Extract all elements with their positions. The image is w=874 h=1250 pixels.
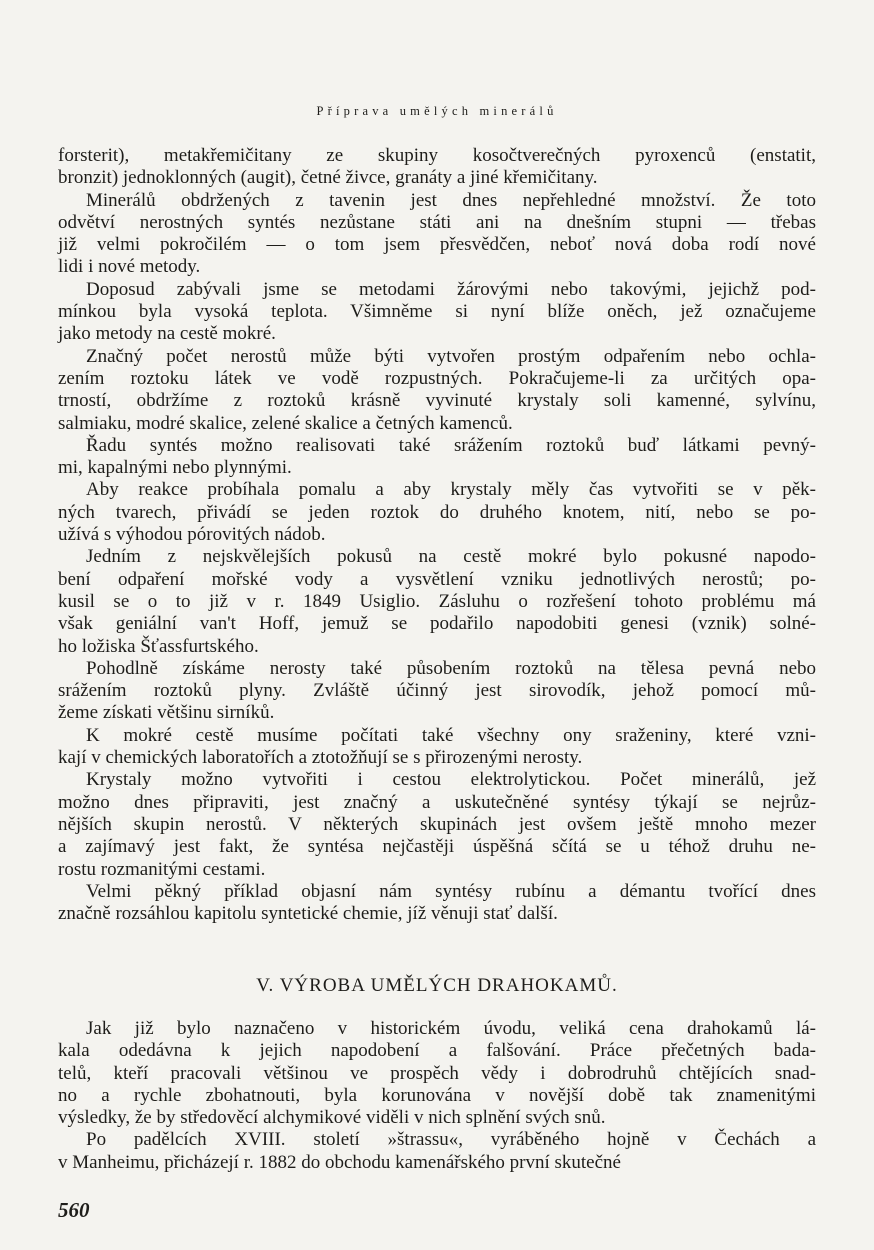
text-line: bronzit) jednoklonných (augit), četné živce, granáty a jiné křemičitany.	[58, 167, 598, 189]
text-line: v Manheimu, přicházejí r. 1882 do obchodu kamenářského první skutečné	[58, 1151, 621, 1173]
text-line: Značný počet nerostů může býti vytvořen prostým odpařením nebo ochla-	[86, 345, 816, 367]
paragraph	[58, 346, 816, 435]
body-text	[58, 145, 816, 925]
text-line: srážením roztoků plyny. Zvláště účinný jest sirovodík, jehož pomocí mů-	[58, 680, 816, 702]
text-line: mínkou byla vysoká teplota. Všimněme si nyní blíže oněch, jež označujeme	[58, 301, 816, 323]
paragraph	[58, 435, 816, 480]
text-line: kusil se o to již v r. 1849 Usiglio. Zásluhu o rozřešení tohoto problému má	[58, 590, 816, 612]
text-line: Pohodlně získáme nerosty také působením roztoků na tělesa pevná nebo	[86, 657, 816, 679]
text-line: Aby reakce probíhala pomalu a aby krystaly měly čas vytvořiti se v pěk-	[86, 479, 816, 501]
text-line: nějších skupin nerostů. V některých skupinách jest ovšem ještě mnoho mezer	[58, 813, 816, 835]
text-line: Jak již bylo naznačeno v historickém úvodu, veliká cena drahokamů lá-	[86, 1018, 816, 1039]
text-line: Řadu syntés možno realisovati také srážením roztoků buď látkami pevný-	[86, 434, 816, 456]
text-line: Velmi pěkný příklad objasní nám syntésy rubínu a démantu tvořící dnes	[86, 880, 816, 902]
text-line: trností, obdržíme z roztoků krásně vyvinuté krystaly soli kamenné, sylvínu,	[58, 390, 816, 412]
text-line: užívá s výhodou pórovitých nádob.	[58, 524, 326, 546]
text-line: však geniální van't Hoff, jemuž se podařilo napodobiti genesi (vznik) solné-	[58, 613, 816, 635]
text-line: možno dnes připraviti, jest značný a uskutečněné syntésy týkají se nejrůz-	[58, 791, 816, 813]
text-line: již velmi pokročilém — o tom jsem přesvědčen, neboť nová doba rodí nové	[58, 234, 816, 256]
paragraph	[58, 1018, 816, 1129]
text-line: ných tvarech, přivádí se jeden roztok do druhého knotem, nití, nebo se po-	[58, 501, 816, 523]
text-line: forsterit), metakřemičitany ze skupiny kosočtverečných pyroxenců (enstatit,	[58, 145, 816, 166]
text-line: Krystaly možno vytvořiti i cestou elektrolytickou. Počet minerálů, jež	[86, 769, 816, 791]
paragraph	[58, 546, 816, 657]
paragraph	[58, 479, 816, 546]
paragraph	[58, 1129, 816, 1174]
paragraph	[58, 769, 816, 880]
text-line: Doposud zabývali jsme se metodami žárovými nebo takovými, jejichž pod-	[86, 278, 816, 300]
text-line: mi, kapalnými nebo plynnými.	[58, 457, 292, 479]
text-line: žeme získati většinu sirníků.	[58, 702, 275, 724]
paragraph	[58, 145, 816, 190]
text-line: ho ložiska Šťassfurtského.	[58, 635, 259, 657]
running-head: Příprava umělých minerálů	[316, 104, 558, 118]
page-number: 560	[58, 1198, 90, 1222]
text-line: no a rychle zbohatnouti, byla korunována v novější době tak znamenitými	[58, 1084, 816, 1106]
text-line: kají v chemických laboratořích a ztotožňují se s přirozenými nerosty.	[58, 747, 583, 769]
section-heading: V. VÝROBA UMĚLÝCH DRAHOKAMŮ.	[256, 975, 618, 996]
text-line: odvětví nerostných syntés nezůstane státi ani na dnešním stupni — třebas	[58, 211, 816, 233]
text-line: značně rozsáhlou kapitolu syntetické chemie, jíž věnuji stať další.	[58, 903, 558, 925]
text-line: salmiaku, modré skalice, zelené skalice a četných kamenců.	[58, 412, 513, 434]
section-text	[58, 1018, 816, 1174]
paragraph	[58, 190, 816, 279]
text-line: rostu rozmanitými cestami.	[58, 858, 266, 880]
text-line: Minerálů obdržených z tavenin jest dnes nepřehledné množství. Že toto	[86, 189, 816, 211]
text-line: výsledky, že by středověcí alchymikové viděli v nich splnění svých snů.	[58, 1107, 606, 1129]
text-line: jako metody na cestě mokré.	[58, 323, 276, 345]
text-line: K mokré cestě musíme počítati také všechny ony sraženiny, které vzni-	[86, 724, 816, 746]
text-line: Po padělcích XVIII. století »štrassu«, vyráběného hojně v Čechách a	[86, 1129, 816, 1151]
paragraph	[58, 881, 816, 926]
text-line: kala odedávna k jejich napodobení a falšování. Práce přečetných bada-	[58, 1040, 816, 1062]
text-line: lidi i nové metody.	[58, 256, 201, 278]
text-line: bení odpaření mořské vody a vysvětlení vzniku jednotlivých nerostů; po-	[58, 568, 816, 590]
text-line: telů, kteří pracovali většinou ve prospěch vědy i dobrodruhů chtějících snad-	[58, 1062, 816, 1084]
text-line: a zajímavý jest fakt, že syntésa nejčastěji úspěšná sčítá se u téhož druhu ne-	[58, 836, 816, 858]
paragraph	[58, 725, 816, 770]
text-line: zením roztoku látek ve vodě rozpustných. Pokračujeme-li za určitých opa-	[58, 367, 816, 389]
paragraph	[58, 658, 816, 725]
text-line: Jedním z nejskvělejších pokusů na cestě mokré bylo pokusné napodo-	[86, 546, 816, 568]
paragraph	[58, 279, 816, 346]
